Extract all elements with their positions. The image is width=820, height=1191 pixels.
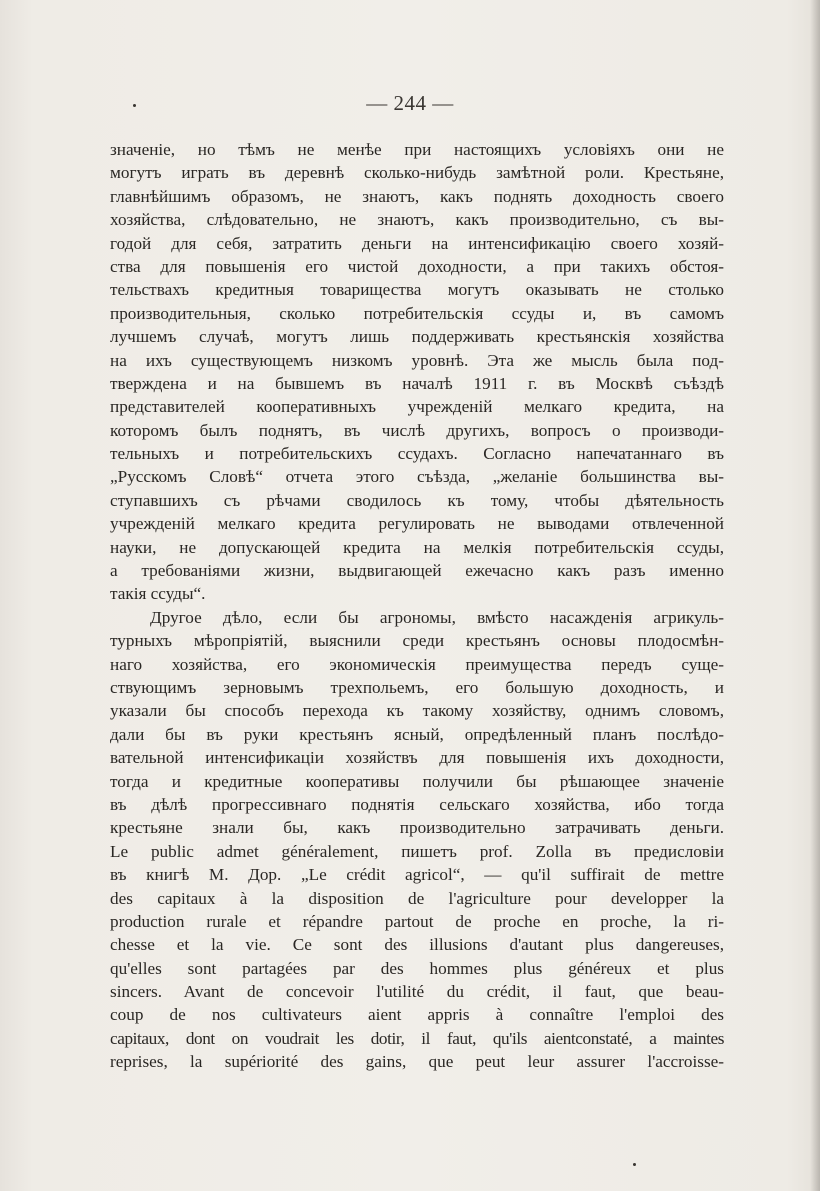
text-line: sincers. Avant de concevoir l'utilité du crédit, il faut, que beau- <box>110 982 724 1002</box>
text-line: qu'elles sont partagées par des hommes plus généreux et plus <box>110 958 724 978</box>
text-line: ступавшихъ съ рѣчами сводилось къ тому, чтобы дѣятельность <box>110 490 724 510</box>
print-speck <box>633 1163 636 1166</box>
text-line: а требованіями жизни, выдвигающей ежечасно какъ разъ именно <box>110 561 724 581</box>
text-line: турныхъ мѣропріятій, выяснили среди крестьянъ основы плодосмѣн- <box>110 631 724 651</box>
text-line: capitaux, dont on voudrait les dotir, il faut, qu'ils aientconstaté, a maintes <box>110 1028 724 1048</box>
text-line: дали бы въ руки крестьянъ ясный, опредѣленный планъ послѣдо- <box>110 724 724 744</box>
page-number: — 244 — <box>366 91 454 115</box>
text-line: главнѣйшимъ образомъ, не знаютъ, какъ поднять доходность своего <box>110 186 724 206</box>
text-line: наго хозяйства, его экономическія преимущества передъ суще- <box>110 654 724 674</box>
text-line: тогда и кредитные кооперативы получили бы рѣшающее значеніе <box>110 771 724 791</box>
text-line: тельныхъ и потребительскихъ ссудахъ. Согласно напечатаннаго въ <box>110 444 724 464</box>
text-line: представителей кооперативныхъ учрежденій мелкаго кредита, на <box>110 397 724 417</box>
text-line: ствующимъ зерновымъ трехпольемъ, его большую доходность, и <box>110 677 724 697</box>
text-line: науки, не допускающей кредита на мелкія потребительскія ссуды, <box>110 537 724 557</box>
text-line: „Русскомъ Словѣ“ отчета этого съѣзда, „желаніе большинства вы- <box>110 467 724 487</box>
text-line: вательной интенсификаціи хозяйствъ для повышенія ихъ доходности, <box>110 748 724 768</box>
text-line: указали бы способъ перехода къ такому хозяйству, однимъ словомъ, <box>110 701 724 721</box>
text-line: ства для повышенія его чистой доходности, а при такихъ обстоя- <box>110 256 724 276</box>
text-line: тверждена и на бывшемъ въ началѣ 1911 г. въ Москвѣ съѣздѣ <box>110 373 724 393</box>
text-line: учрежденій мелкаго кредита регулировать не выводами отвлеченной <box>110 514 724 534</box>
text-line: лучшемъ случаѣ, могутъ лишь поддерживать крестьянскія хозяйства <box>110 327 724 347</box>
text-line: coup de nos cultivateurs aient appris à connaître l'emploi des <box>110 1005 724 1025</box>
text-line: могутъ играть въ деревнѣ сколько-нибудь замѣтной роли. Крестьяне, <box>110 163 724 183</box>
text-line: годой для себя, затратить деньги на интенсификацію своего хозяй- <box>110 233 724 253</box>
text-line: Le public admet généralement, пишетъ prof. Zolla въ предисловіи <box>110 841 724 861</box>
text-line: производительныя, сколько потребительскія ссуды и, въ самомъ <box>110 303 724 323</box>
text-line: хозяйства, слѣдовательно, не знаютъ, какъ производительно, съ вы- <box>110 210 724 230</box>
text-line: production rurale et répandre partout de proche en proche, la ri- <box>110 911 724 931</box>
text-line: des capitaux à la disposition de l'agriculture pour developper la <box>110 888 724 908</box>
text-line: chesse et la vie. Ce sont des illusions d'autant plus dangereuses, <box>110 935 724 955</box>
text-line: reprises, la supériorité des gains, que peut leur assurer l'accroisse- <box>110 1052 724 1072</box>
text-line: значеніе, но тѣмъ не менѣе при настоящихъ условіяхъ они не <box>110 140 724 159</box>
text-line: тельствахъ кредитныя товарищества могутъ оказывать не столько <box>110 280 724 300</box>
page-edge-shadow <box>810 0 820 1191</box>
text-line: въ книгѣ М. Дор. „Le crédit agricol“, — qu'il suffirait de mettre <box>110 865 724 885</box>
text-line: на ихъ существующемъ низкомъ уровнѣ. Эта же мысль была под- <box>110 350 724 370</box>
body-text <box>110 138 724 1074</box>
text-line: такія ссуды“. <box>110 584 206 604</box>
text-line: въ дѣлѣ прогрессивнаго поднятія сельскаго хозяйства, ибо тогда <box>110 794 724 814</box>
text-line: которомъ былъ поднятъ, въ числѣ другихъ, вопросъ о производи- <box>110 420 724 440</box>
paragraph-start-line: Другое дѣло, если бы агрономы, вмѣсто насажденія агрикуль- <box>150 607 724 627</box>
text-line: крестьяне знали бы, какъ производительно затрачивать деньги. <box>110 818 724 838</box>
